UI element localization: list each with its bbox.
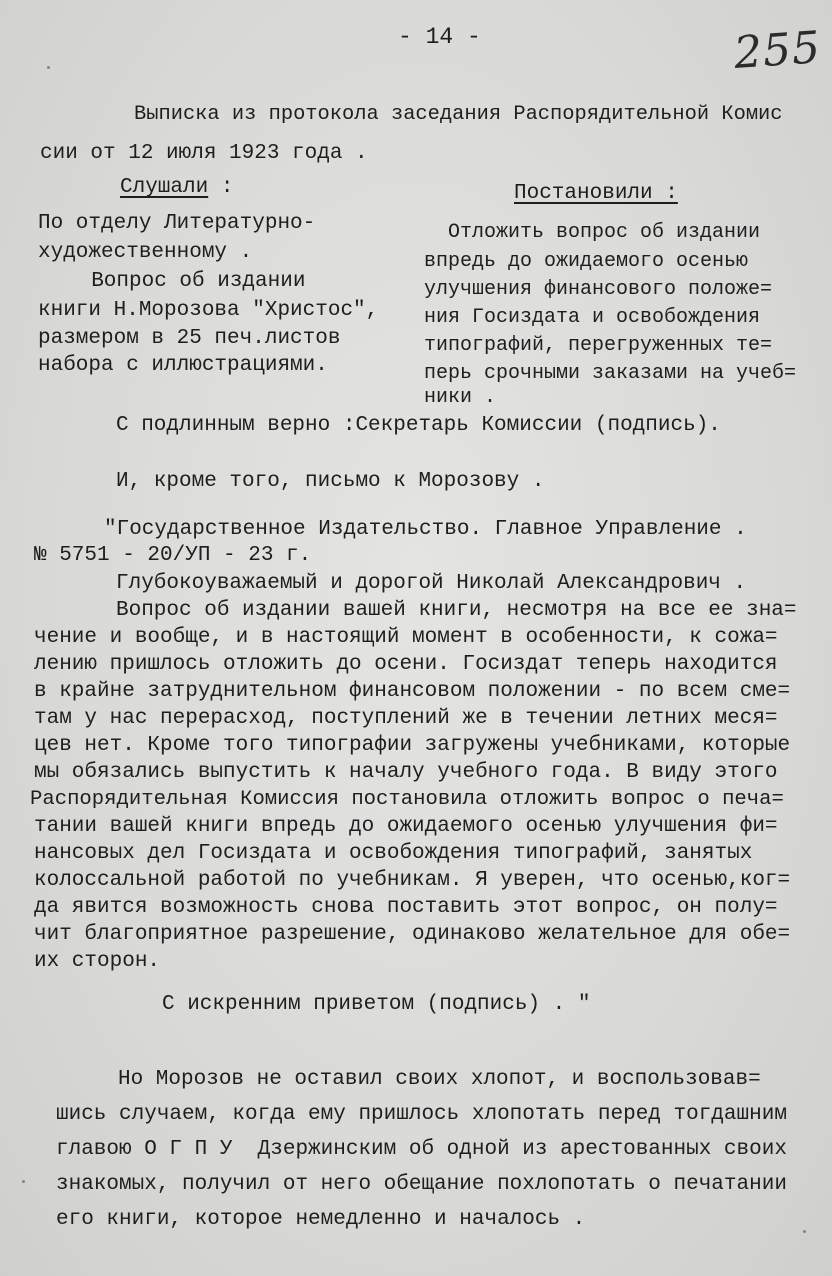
heard-label: Слушали: [120, 176, 209, 199]
resolved-line: типографий, перегруженных те=: [424, 334, 773, 357]
final-paragraph-line: Но Морозов не оставил своих хлопот, и воспользовав=: [118, 1068, 761, 1091]
resolved-line: Отложить вопрос об издании: [424, 221, 761, 244]
resolved-line: ния Госиздата и освобождения: [424, 306, 761, 329]
paper-speck: [22, 1180, 25, 1183]
resolved-line: ники .: [424, 386, 497, 409]
letter-closing: С искренним приветом (подпись) . ": [162, 993, 591, 1016]
letter-body-line: Вопрос об издании вашей книги, несмотря на все ее зна=: [116, 599, 797, 622]
letter-body-line: чение и вообще, и в настоящий момент в особенности, к сожа=: [34, 626, 778, 649]
letter-body-line: цев нет. Кроме того типографии загружены учебниками, которые: [34, 734, 791, 757]
heard-label-row: [120, 176, 233, 200]
heard-line: Вопрос об издании: [66, 270, 306, 293]
heading-line-1: Выписка из протокола заседания Распорядительной Комис: [134, 103, 783, 126]
letter-body-line: лению пришлось отложить до осени. Госиздат теперь находится: [34, 653, 778, 676]
letter-body-line: там у нас перерасход, поступлений же в течении летних меся=: [34, 707, 778, 730]
letter-number: № 5751 - 20/УП - 23 г.: [34, 544, 312, 567]
heard-line: размером в 25 печ.листов: [38, 327, 341, 350]
final-paragraph-line: знакомых, получил от него обещание похлопотать о печатании: [56, 1173, 787, 1196]
resolved-line: перь срочными заказами на учеб=: [424, 362, 797, 385]
letter-body-line: в крайне затруднительном финансовом положении - по всем сме=: [34, 680, 791, 703]
final-paragraph-line: главою О Г П У Дзержинским об одной из арестованных своих: [56, 1138, 787, 1161]
letter-intro: И, кроме того, письмо к Морозову .: [116, 470, 545, 493]
paper-speck: [47, 66, 50, 69]
resolved-line: впредь до ожидаемого осенью: [424, 250, 749, 273]
letter-body-line: нансовых дел Госиздата и освобождения типографий, занятых: [34, 842, 753, 865]
letter-body-line: колоссальной работой по учебникам. Я уверен, что осенью,ког=: [34, 869, 791, 892]
final-paragraph-line: его книги, которое немедленно и началось .: [56, 1208, 586, 1231]
heard-label-colon: :: [208, 176, 234, 199]
heading-line-2: сии от 12 июля 1923 года .: [40, 142, 368, 165]
certification: С подлинным верно :Секретарь Комиссии (подпись).: [116, 414, 721, 437]
letter-body-line: да явится возможность снова поставить этот вопрос, он полу=: [34, 896, 778, 919]
letter-body-line: тании вашей книги впредь до ожидаемого осенью улучшения фи=: [34, 815, 778, 838]
letter-body-line: мы обязались выпустить к началу учебного года. В виду этого: [34, 761, 778, 784]
letter-body-line: Распорядительная Комиссия постановила отложить вопрос о печа=: [30, 788, 784, 811]
page-number: - 14 -: [398, 24, 481, 50]
letter-body-line: их сторон.: [34, 950, 161, 973]
resolved-line: улучшения финансового положе=: [424, 278, 773, 301]
heard-line: набора с иллюстрациями.: [38, 354, 328, 377]
heard-line: По отделу Литературно-: [38, 212, 316, 235]
heard-line: книги Н.Морозова "Христос",: [38, 299, 379, 322]
archive-number: 255: [732, 22, 823, 79]
heard-line: художественному .: [38, 241, 253, 264]
final-paragraph-line: шись случаем, когда ему пришлось хлопотать перед тогдашним: [56, 1103, 787, 1126]
paper-speck: [803, 1230, 806, 1233]
resolved-label: Постановили :: [514, 182, 678, 205]
letter-header: "Государственное Издательство. Главное Управление .: [104, 518, 747, 541]
letter-salutation: Глубокоуважаемый и дорогой Николай Александрович .: [116, 572, 747, 595]
letter-body-line: чит благоприятное разрешение, одинаково желательное для обе=: [34, 923, 791, 946]
